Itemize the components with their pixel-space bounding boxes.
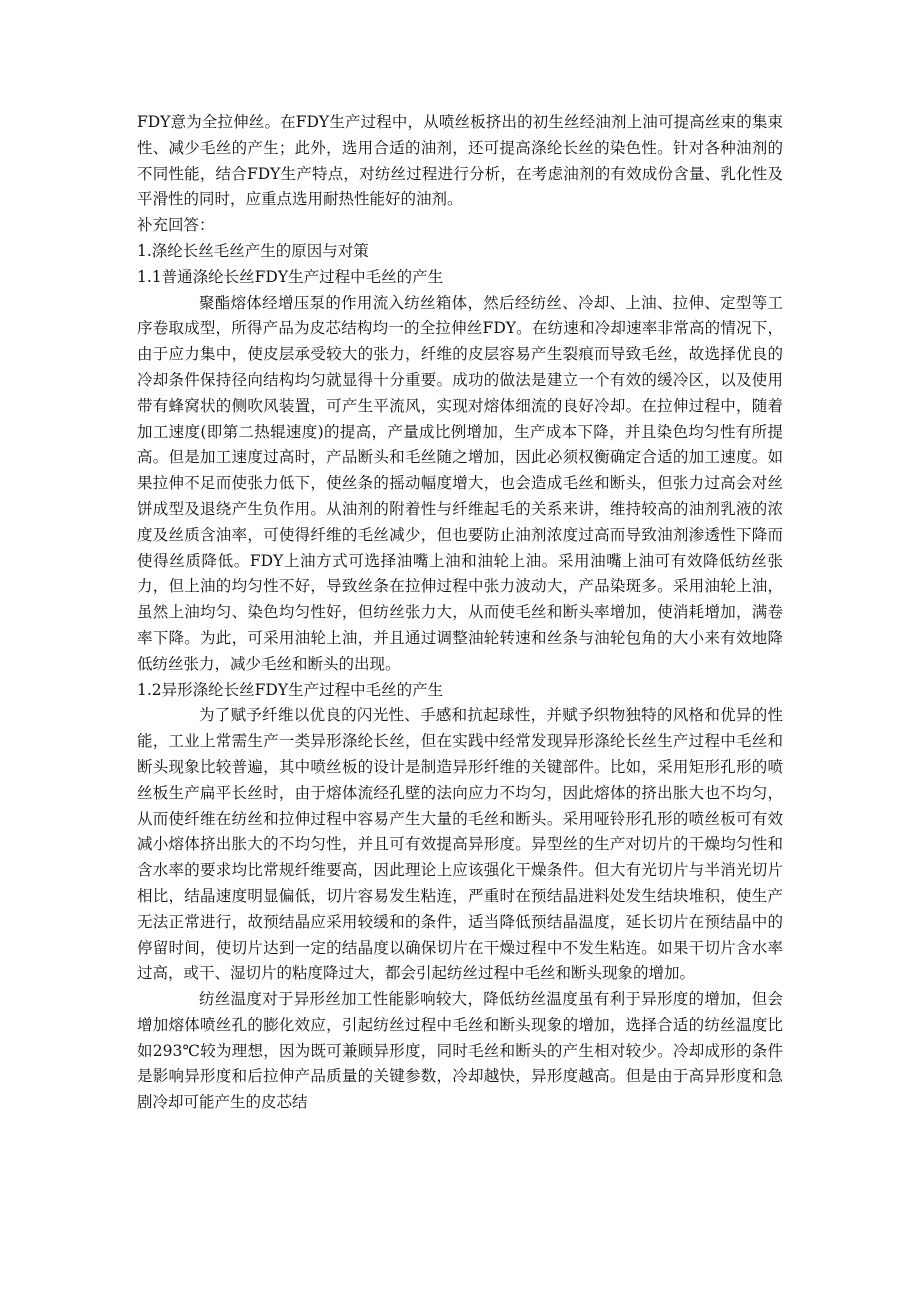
section-1-1-paragraph: 聚酯熔体经增压泵的作用流入纺丝箱体，然后经纺丝、冷却、上油、拉伸、定型等工序卷取成型，所得产品为皮芯结构均一的全拉伸丝FDY。在纺速和冷却速率非常高的情况下，由于应力集中，使皮层承受较大的张力，纤维的皮层容易产生裂痕而导致毛丝，故选择优良的冷却条件保持径向结构均匀就显得十分重要。成功的做法是建立一个有效的缓冷区，以及使用带有蜂窝状的侧吹风装置，可产生平流风，实现对熔体细流的良好冷却。在拉伸过程中，随着加工速度(即第二热辊速度)的提高，产量成比例增加，生产成本下降，并且染色均匀性有所提高。但是加工速度过高时，产品断头和毛丝随之增加，因此必须权衡确定合适的加工速度。如果拉伸不足而使张力低下，使丝条的摇动幅度增大，也会造成毛丝和断头，但张力过高会对丝饼成型及退绕产生负作用。从油剂的附着性与纤维起毛的关系来讲，维持较高的油剂乳液的浓度及丝质含油率，可使得纤维的毛丝减少，但也要防止油剂浓度过高而导致油剂渗透性下降而使得丝质降低。FDY上油方式可选择油嘴上油和油轮上油。采用油嘴上油可有效降低纺丝张力，但上油的均匀性不好，导致丝条在拉伸过程中张力波动大，产品染斑多。采用油轮上油，虽然上油均匀、染色均匀性好，但纺丝张力大，从而使毛丝和断头率增加，使消耗增加，满卷率下降。为此，可采用油轮上油，并且通过调整油轮转速和丝条与油轮包角的大小来有效地降低纺丝张力，减少毛丝和断头的出现。 [137, 293, 783, 673]
section-1-2-paragraph-2: 纺丝温度对于异形丝加工性能影响较大，降低纺丝温度虽有利于异形度的增加，但会增加熔体喷丝孔的膨化效应，引起纺丝过程中毛丝和断头现象的增加，选择合适的纺丝温度比如293℃较为理想，因为既可兼顾异形度，同时毛丝和断头的产生相对较少。冷却成形的条件是影响异形度和后拉伸产品质量的关键参数，冷却越快，异形度越高。但是由于高异形度和急剧冷却可能产生的皮芯结 [137, 990, 783, 1112]
section-1-2-paragraph-1: 为了赋予纤维以优良的闪光性、手感和抗起球性，并赋予织物独特的风格和优异的性能，工业上常需生产一类异形涤纶长丝，但在实践中经常发现异形涤纶长丝生产过程中毛丝和断头现象比较普遍，其中喷丝板的设计是制造异形纤维的关键部件。比如，采用矩形孔形的喷丝板生产扁平长丝时，由于熔体流经孔壁的法向应力不均匀，因此熔体的挤出胀大也不均匀，从而使纤维在纺丝和拉伸过程中容易产生大量的毛丝和断头。采用哑铃形孔形的喷丝板可有效减小熔体挤出胀大的不均匀性，并且可有效提高异形度。异型丝的生产对切片的干燥均匀性和含水率的要求均比常规纤维要高，因此理论上应该强化干燥条件。但大有光切片与半消光切片相比，结晶速度明显偏低，切片容易发生粘连，严重时在预结晶进料处发生结块堆积，使生产无法正常进行，故预结晶应采用较缓和的条件，适当降低预结晶温度，延长切片在预结晶中的停留时间，使切片达到一定的结晶度以确保切片在干燥过程中不发生粘连。如果干切片含水率过高，或干、湿切片的粘度降过大，都会引起纺丝过程中毛丝和断头现象的增加。 [137, 706, 783, 983]
section-1-1-title: 1.1普通涤纶长丝FDY生产过程中毛丝的产生 [137, 267, 444, 286]
intro-paragraph: FDY意为全拉伸丝。在FDY生产过程中，从喷丝板挤出的初生丝经油剂上油可提高丝束的集束性、减少毛丝的产生；此外，选用合适的油剂，还可提高涤纶长丝的染色性。针对各种油剂的不同性能，结合FDY生产特点，对纺丝过程进行分析，在考虑油剂的有效成份含量、乳化性及平滑性的同时，应重点选用耐热性能好的油剂。 [137, 113, 783, 209]
supplement-label: 补充回答： [137, 216, 215, 235]
document-page [137, 110, 783, 1116]
section-1-2-title: 1.2异形涤纶长丝FDY生产过程中毛丝的产生 [137, 680, 444, 699]
section-1-title: 1.涤纶长丝毛丝产生的原因与对策 [137, 241, 369, 260]
